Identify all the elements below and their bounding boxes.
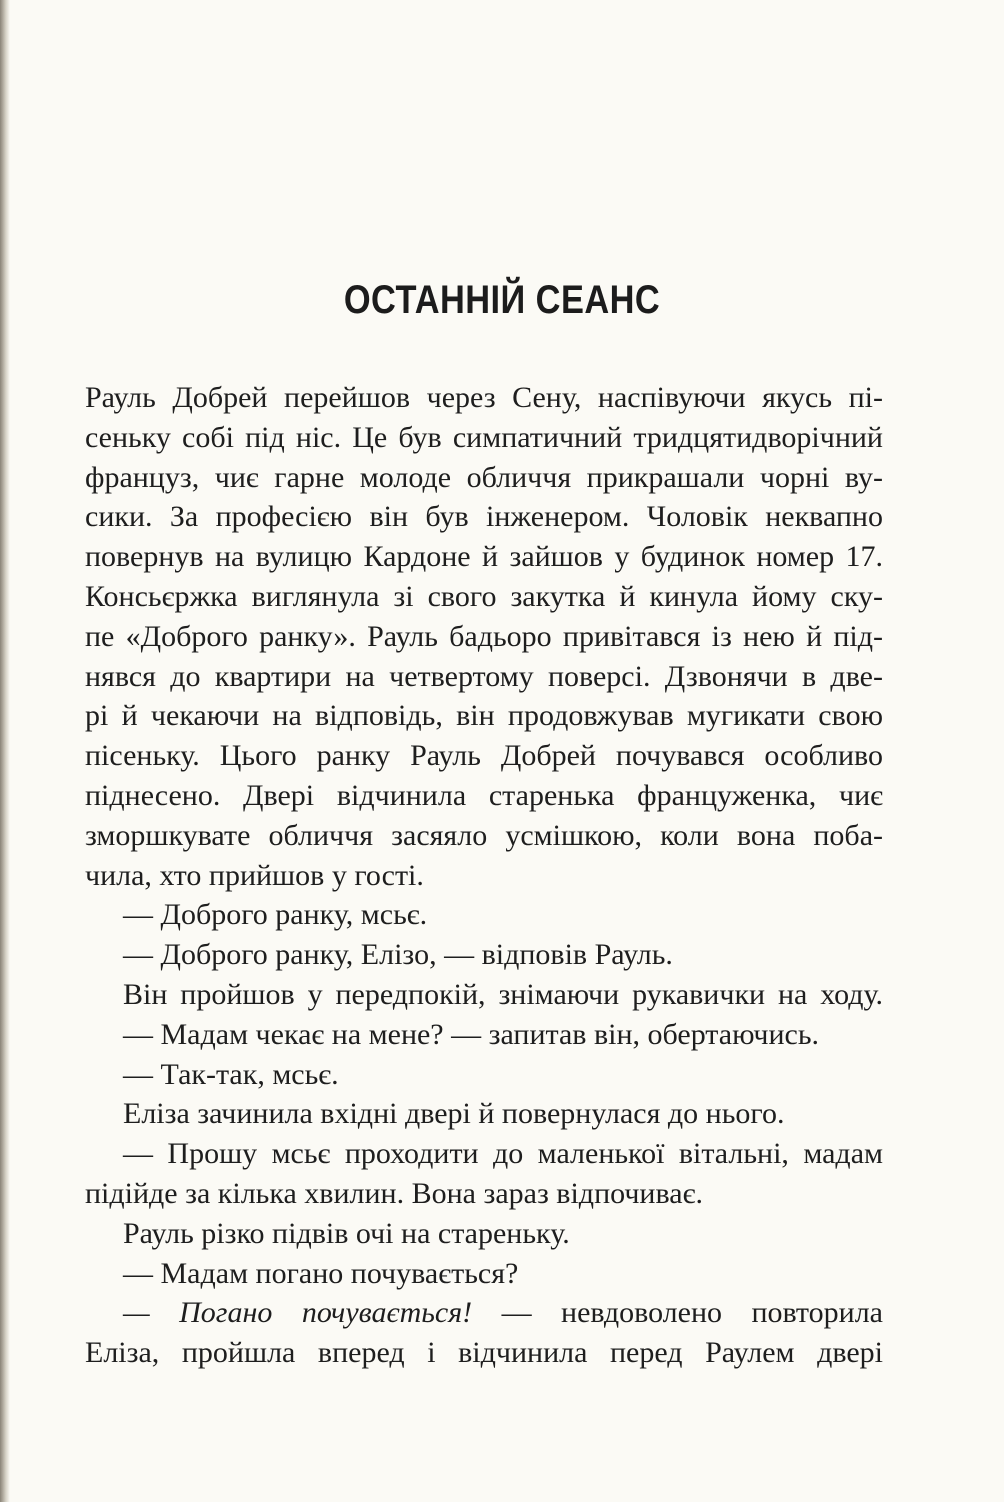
text-line: сики. За професією він був інженером. Чоловік неквапно: [85, 500, 883, 534]
text-line: рі й чекаючи на відповідь, він продовжував мугикати свою: [85, 699, 883, 733]
line-continuation: — невдоволено повторила: [472, 1296, 883, 1330]
chapter-body: [85, 378, 883, 1373]
text-line: Консьєржка виглянула зі свого закутка й кинула йому ску-: [85, 579, 883, 613]
text-line: — Так-так, мсьє.: [123, 1057, 339, 1091]
text-line: пе «Доброго ранку». Рауль бадьоро привітався із нею й під-: [85, 619, 883, 653]
text-line: пісеньку. Цього ранку Рауль Добрей почувався особливо: [85, 739, 883, 773]
text-line: [85, 1293, 883, 1333]
text-line: Еліза зачинила вхідні двері й повернулася до нього.: [123, 1097, 785, 1131]
text-line: Він пройшов у передпокій, знімаючи рукавички на ходу.: [123, 977, 883, 1011]
text-line: француз, чиє гарне молоде обличчя прикрашали чорні ву-: [85, 460, 883, 494]
text-line: зморшкувате обличчя засяяло усмішкою, коли вона поба-: [85, 818, 883, 852]
text-line: Еліза, пройшла вперед і відчинила перед Раулем двері: [85, 1336, 883, 1370]
text-line: піднесено. Двері відчинила старенька француженка, чиє: [85, 778, 883, 812]
text-line: Рауль різко підвів очі на стареньку.: [123, 1216, 570, 1250]
text-line: нявся до квартири на четвертому поверсі. Дзвонячи в две-: [85, 659, 883, 693]
text-line: — Доброго ранку, мсьє.: [123, 898, 428, 932]
page-gutter-shadow: [0, 0, 10, 1502]
italic-quote: — Погано почувається!: [123, 1296, 473, 1330]
text-line: повернув на вулицю Кардоне й зайшов у будинок номер 17.: [85, 540, 883, 574]
text-line: — Мадам погано почувається?: [123, 1256, 519, 1290]
text-line: чила, хто прийшов у гості.: [85, 858, 424, 892]
chapter-title: ОСТАННІЙ СЕАНС: [343, 278, 661, 322]
text-line: сеньку собі під ніс. Це був симпатичний тридцятидворічний: [85, 420, 883, 454]
text-line: Рауль Добрей перейшов через Сену, наспівуючи якусь пі-: [85, 381, 883, 414]
text-line: — Прошу мсьє проходити до маленької вітальні, мадам: [123, 1137, 883, 1171]
text-line: — Доброго ранку, Елізо, — відповів Рауль.: [123, 938, 673, 972]
text-line: — Мадам чекає на мене? — запитав він, обертаючись.: [123, 1017, 820, 1051]
text-line: підійде за кілька хвилин. Вона зараз відпочиває.: [85, 1176, 703, 1210]
